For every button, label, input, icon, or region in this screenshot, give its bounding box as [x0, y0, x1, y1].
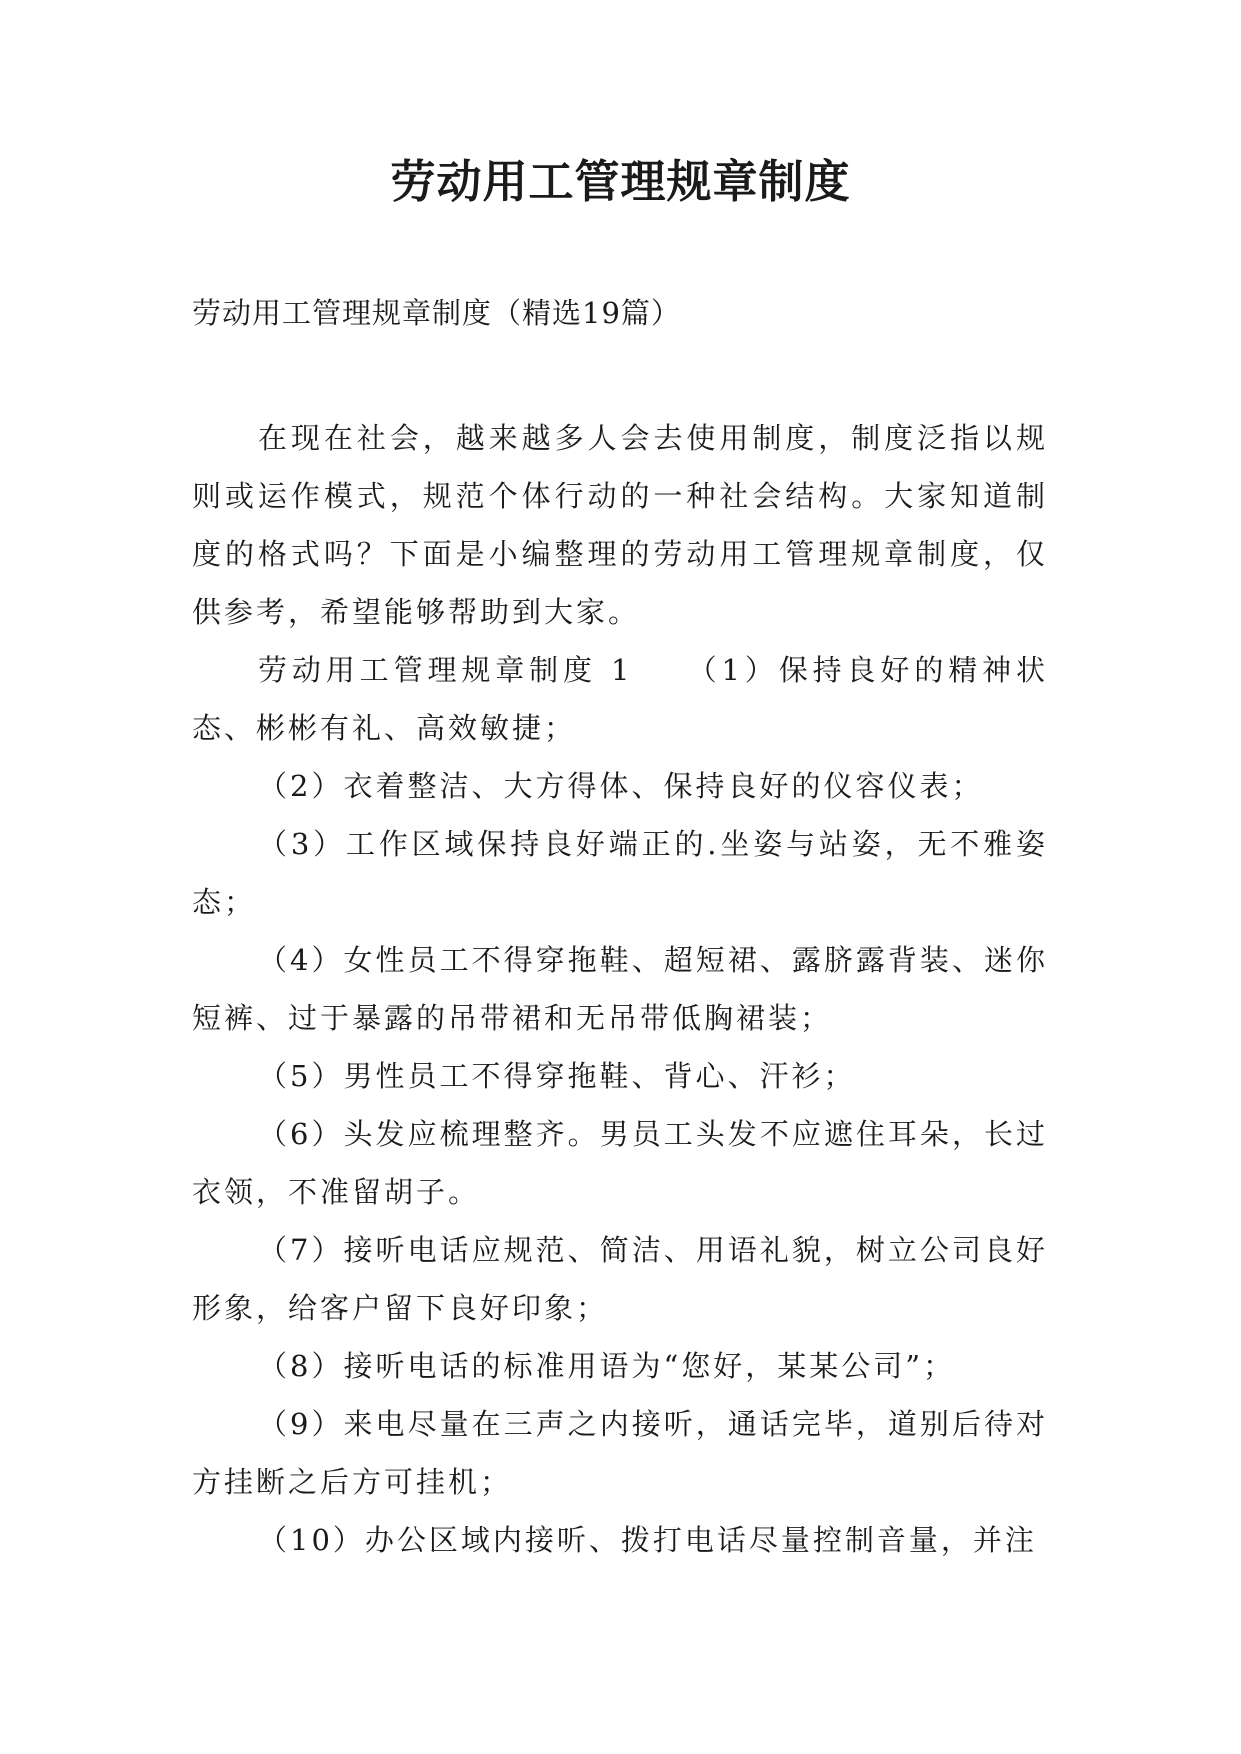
rule-paragraph-3: （3）工作区域保持良好端正的.坐姿与站姿，无不雅姿态；: [192, 827, 1048, 919]
rule-paragraph-8: （8）接听电话的标准用语为“您好，某某公司”；: [258, 1349, 956, 1383]
rule-paragraph-1: 劳动用工管理规章制度 1 （1）保持良好的精神状态、彬彬有礼、高效敏捷；: [192, 653, 1048, 745]
rule-paragraph-4: （4）女性员工不得穿拖鞋、超短裙、露脐露背装、迷你短裤、过于暴露的吊带裙和无吊带低胸裙装；: [192, 943, 1048, 1035]
document-title: 劳动用工管理规章制度: [390, 155, 851, 208]
rule-paragraph-10: （10）办公区域内接听、拨打电话尽量控制音量，并注: [258, 1523, 1037, 1557]
document-subtitle: 劳动用工管理规章制度（精选19篇）: [192, 296, 681, 330]
document-body: [192, 409, 1048, 1569]
rule-paragraph-9: （9）来电尽量在三声之内接听，通话完毕，道别后待对方挂断之后方可挂机；: [192, 1407, 1048, 1499]
intro-paragraph: 在现在社会，越来越多人会去使用制度，制度泛指以规则或运作模式，规范个体行动的一种社会结构。大家知道制度的格式吗？下面是小编整理的劳动用工管理规章制度，仅供参考，希望能够帮助到大家。: [192, 421, 1048, 629]
rule-paragraph-6: （6）头发应梳理整齐。男员工头发不应遮住耳朵，长过衣领，不准留胡子。: [192, 1117, 1048, 1209]
rule-paragraph-5: （5）男性员工不得穿拖鞋、背心、汗衫；: [258, 1059, 856, 1093]
rule-paragraph-2: （2）衣着整洁、大方得体、保持良好的仪容仪表；: [258, 769, 984, 803]
rule-paragraph-7: （7）接听电话应规范、简洁、用语礼貌，树立公司良好形象，给客户留下良好印象；: [192, 1233, 1048, 1325]
